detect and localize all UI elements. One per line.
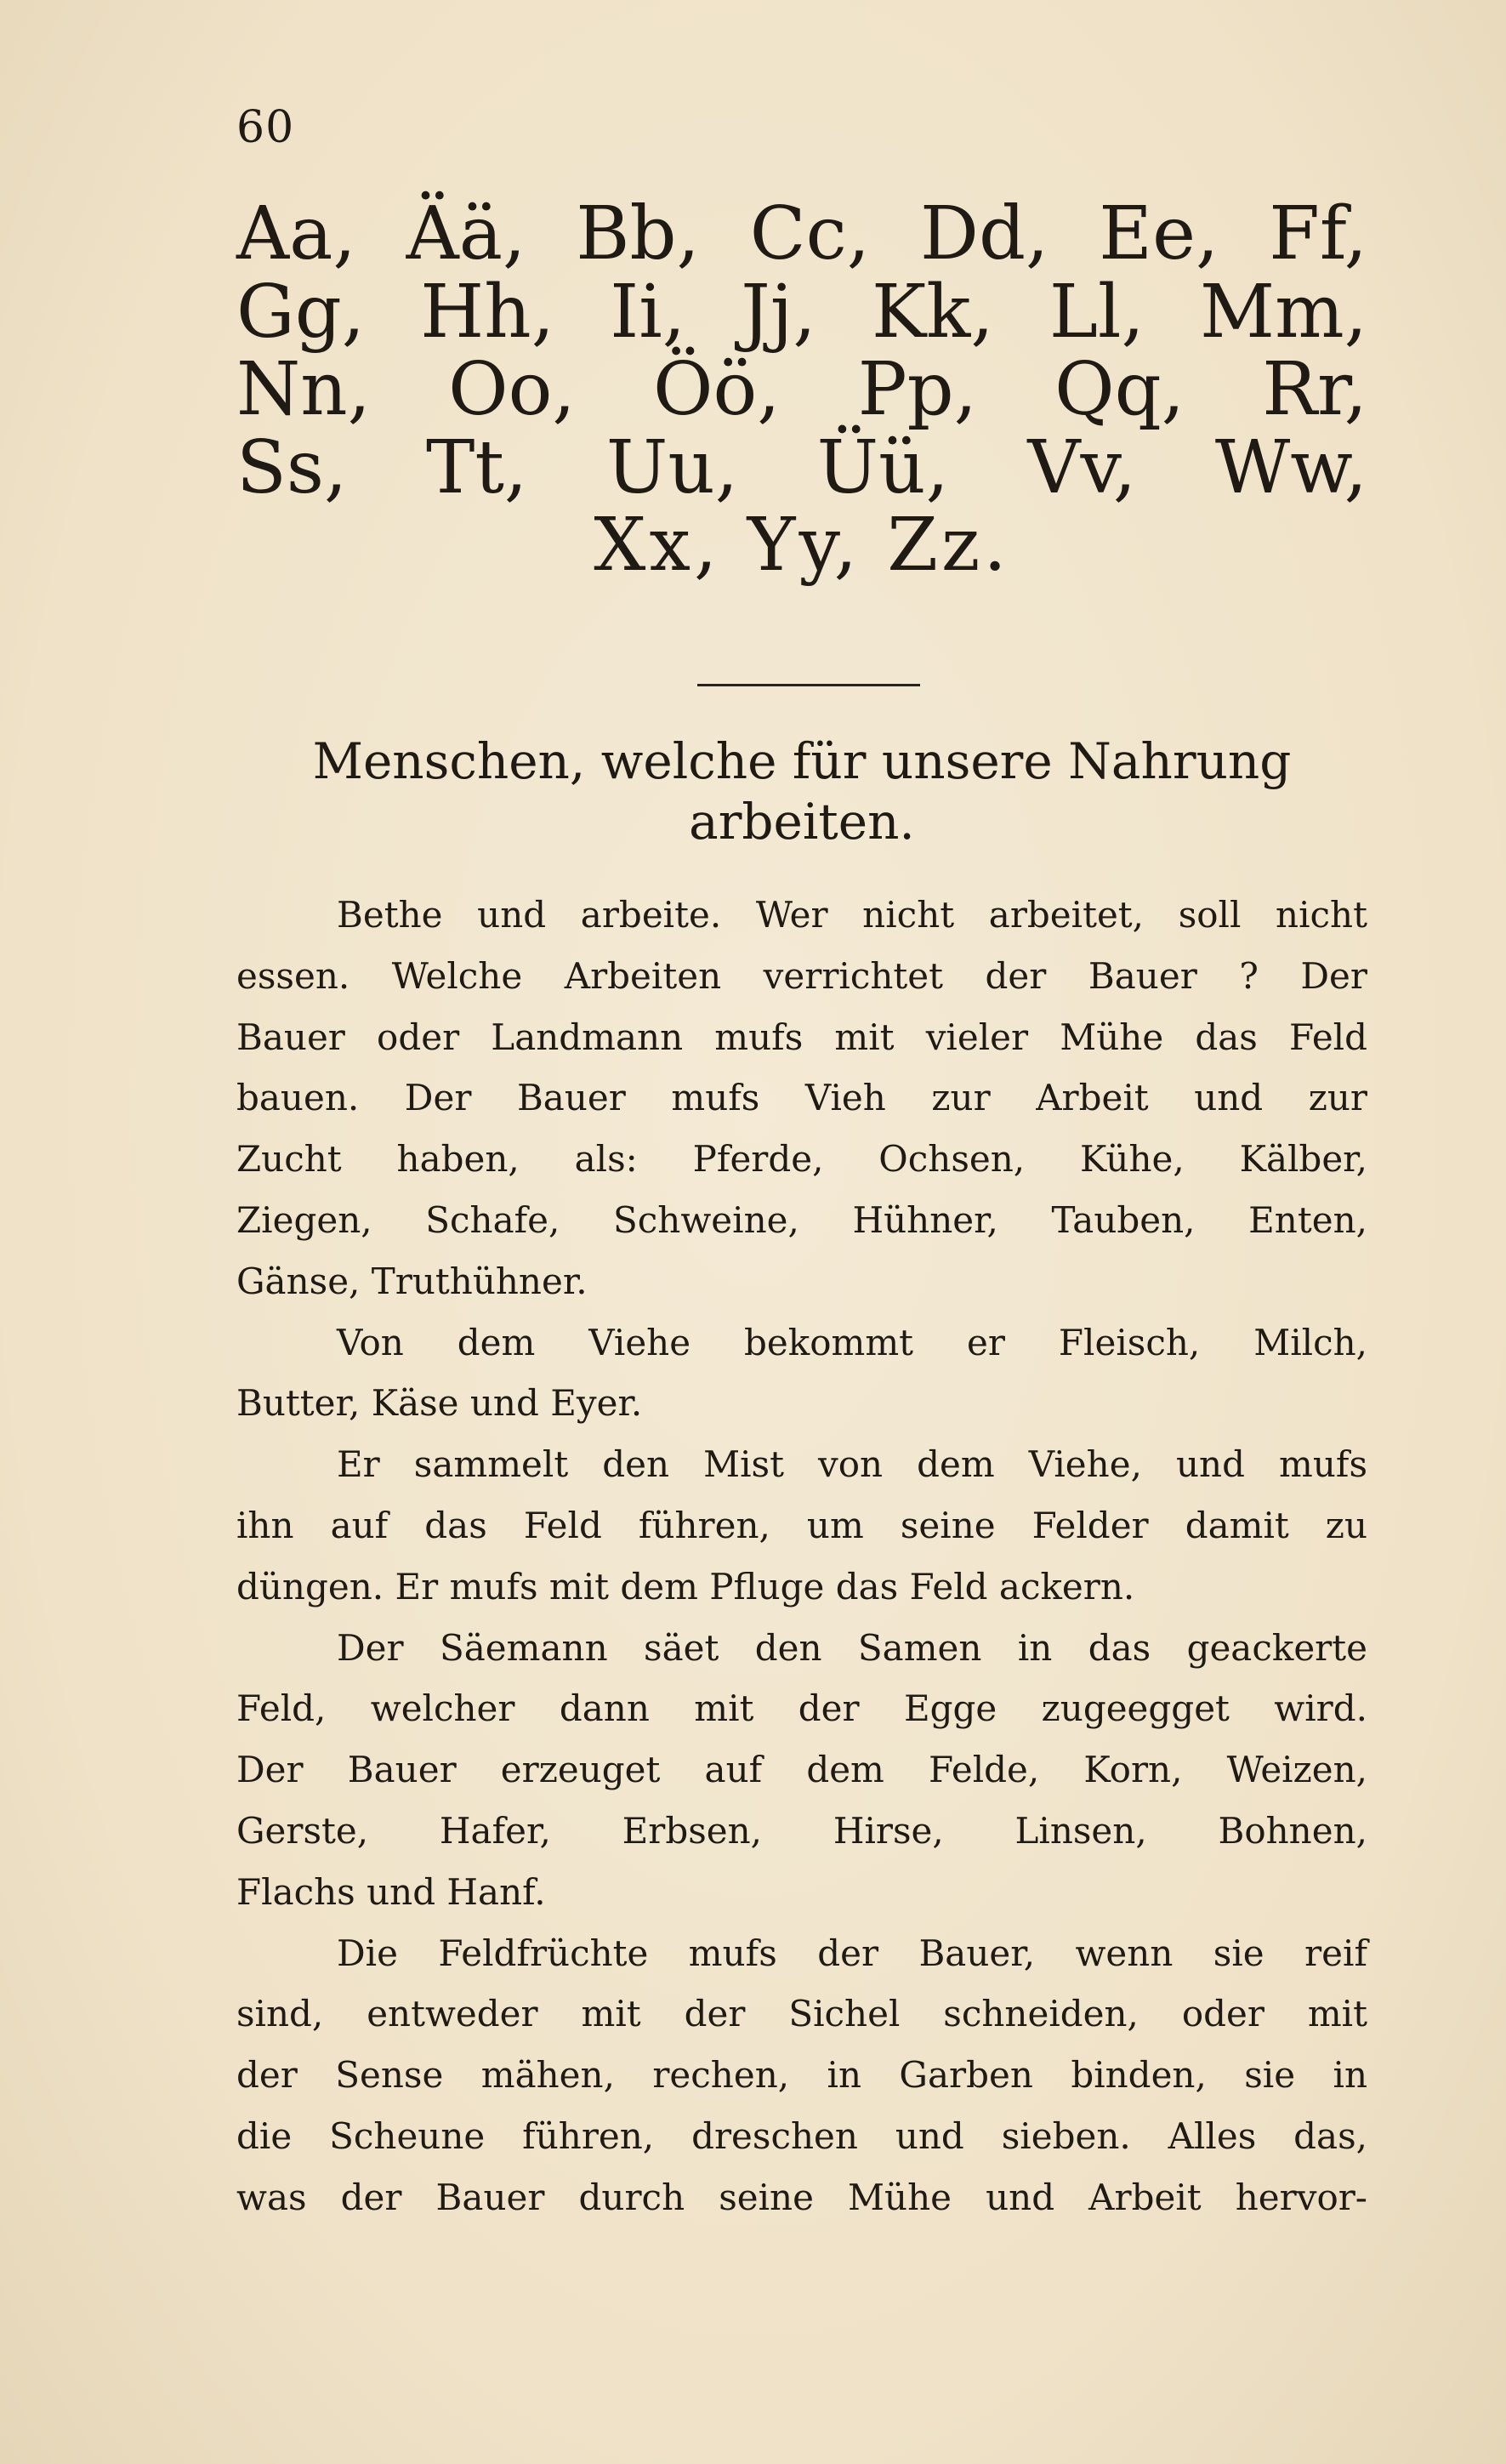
heading-line: arbeiten. — [689, 793, 915, 851]
text-line: Gerste, Hafer, Erbsen, Hirse, Linsen, Bohnen, — [236, 1809, 1367, 1852]
text-line: sind, entweder mit der Sichel schneiden, oder mit — [236, 1993, 1367, 2035]
section-divider — [697, 684, 920, 686]
text-line: Zucht haben, als: Pferde, Ochsen, Kühe, Kälber, — [236, 1138, 1367, 1181]
text-line: bauen. Der Bauer mufs Vieh zur Arbeit und zur — [236, 1077, 1367, 1119]
text-line: ihn auf das Feld führen, um seine Felder damit zu — [236, 1504, 1367, 1546]
text-line: Der Säemann säet den Samen in das geackerte — [337, 1626, 1367, 1669]
text-line: düngen. Er mufs mit dem Pfluge das Feld ackern. — [236, 1565, 1135, 1608]
alphabet-line: Aa, Ää, Bb, Cc, Dd, Ee, Ff, — [236, 191, 1367, 276]
alphabet-line: Nn, Oo, Öö, Pp, Qq, Rr, — [236, 347, 1367, 433]
text-line: Flachs und Hanf. — [236, 1870, 546, 1913]
text-line: Von dem Viehe bekommt er Fleisch, Milch, — [337, 1321, 1367, 1363]
body-text — [236, 885, 1367, 2228]
alphabet-line: Ss, Tt, Uu, Üü, Vv, Ww, — [236, 424, 1367, 510]
text-line: Bauer oder Landmann mufs mit vieler Mühe das Feld — [236, 1016, 1367, 1058]
heading-line: Menschen, welche für unsere Nahrung — [312, 732, 1292, 790]
text-line: Butter, Käse und Eyer. — [236, 1382, 643, 1425]
page-number: 60 — [236, 102, 295, 153]
text-line: Gänse, Truthühner. — [236, 1260, 588, 1302]
section-heading — [236, 731, 1367, 853]
text-line: Er sammelt den Mist von dem Viehe, und mufs — [337, 1443, 1367, 1486]
text-line: Bethe und arbeite. Wer nicht arbeitet, soll nicht — [337, 894, 1367, 936]
text-line: der Sense mähen, rechen, in Garben binden, sie in — [236, 2054, 1367, 2097]
text-line: was der Bauer durch seine Mühe und Arbeit hervor- — [236, 2176, 1367, 2218]
text-line: die Scheune führen, dreschen und sieben. Alles das, — [236, 2114, 1367, 2157]
text-line: essen. Welche Arbeiten verrichtet der Bauer ? Der — [236, 954, 1367, 997]
text-line: Ziegen, Schafe, Schweine, Hühner, Tauben, Enten, — [236, 1198, 1367, 1241]
text-line: Der Bauer erzeuget auf dem Felde, Korn, Weizen, — [236, 1749, 1367, 1791]
text-line: Die Feldfrüchte mufs der Bauer, wenn sie reif — [337, 1932, 1367, 1974]
alphabet-block — [236, 191, 1367, 589]
alphabet-line: Xx, Yy, Zz. — [594, 503, 1010, 589]
alphabet-line: Gg, Hh, Ii, Jj, Kk, Ll, Mm, — [236, 269, 1367, 355]
text-line: Feld, welcher dann mit der Egge zugeegget wird. — [236, 1687, 1367, 1730]
